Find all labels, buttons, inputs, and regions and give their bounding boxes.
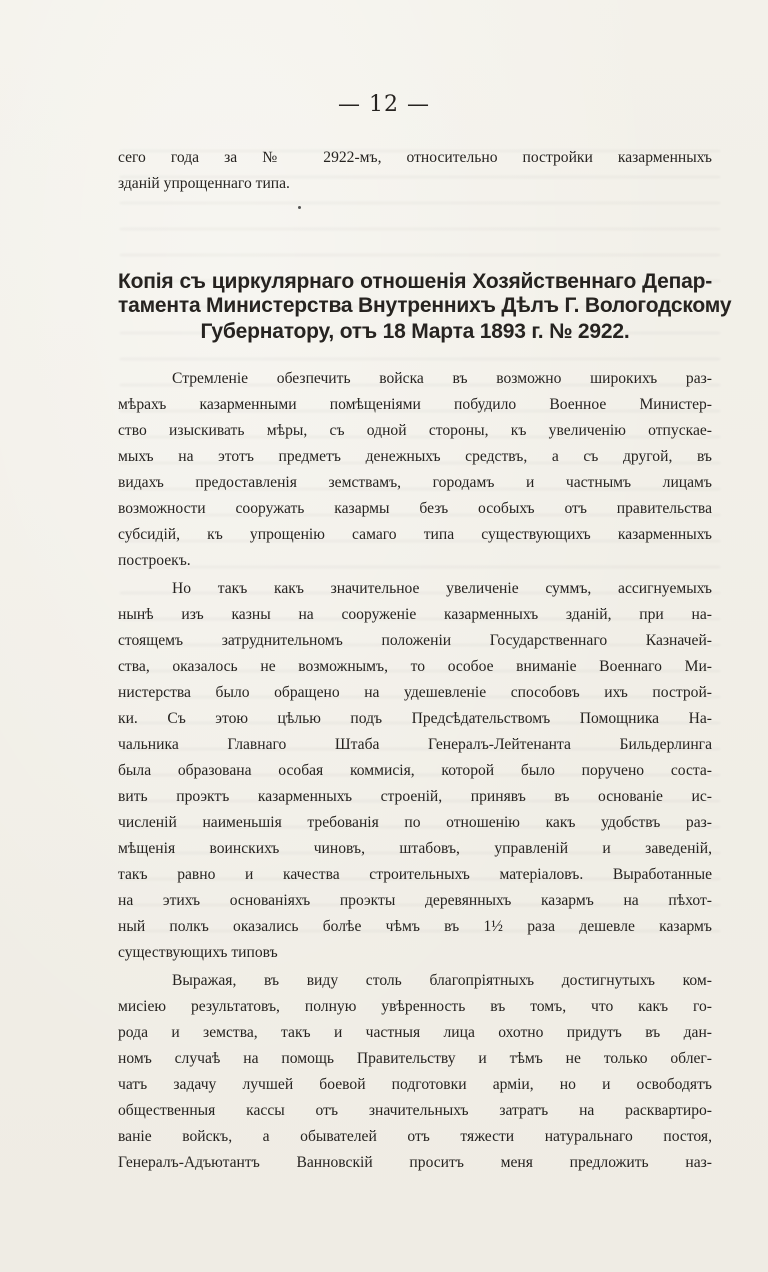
- text-line: ства, оказалось не возможнымъ, то особое вниманіе Военнаго Ми-: [118, 658, 712, 675]
- text-line: нынѣ изъ казны на сооруженіе казарменныхъ зданій, при на-: [118, 606, 712, 623]
- text-line: на этихъ основаніяхъ проэкты деревянныхъ казармъ на пѣхот-: [118, 892, 712, 909]
- text-line: мисіею результатовъ, полную увѣренность въ томъ, что какъ го-: [118, 998, 712, 1015]
- document-heading-line: тамента Министерства Внутреннихъ Дѣлъ Г. Вологодскому: [118, 294, 732, 317]
- text-line: мѣрахъ казарменными помѣщеніями побудило Военное Министер-: [118, 396, 712, 413]
- text-line: вить проэктъ казарменныхъ строеній, принявъ въ основаніе ис-: [118, 788, 712, 805]
- text-line: существующихъ типовъ: [118, 944, 278, 961]
- text-line: ство изыскивать мѣры, съ одной стороны, къ увеличенію отпускае-: [118, 422, 712, 439]
- text-line: возможности сооружать казармы безъ особыхъ отъ правительства: [118, 500, 712, 517]
- document-heading-line: Копія съ циркулярнаго отношенія Хозяйственнаго Депар-: [118, 270, 712, 293]
- text-line: ки. Съ этою цѣлью подъ Предсѣдательствомъ Помощника На-: [118, 710, 712, 727]
- text-line: численій наименьшія требованія по отношенію какъ удобствъ раз-: [118, 814, 712, 831]
- text-line: Но такъ какъ значительное увеличеніе суммъ, ассигнуемыхъ: [172, 580, 712, 597]
- text-line: такъ равно и качества строительныхъ матеріаловъ. Выработанные: [118, 866, 712, 883]
- text-line: зданій упрощеннаго типа.: [118, 175, 290, 192]
- text-line: ный полкъ оказались болѣе чѣмъ въ 1½ раза дешевле казармъ: [118, 918, 712, 935]
- text-line: стоящемъ затруднительномъ положеніи Государственнаго Казначей-: [118, 632, 712, 649]
- document-heading-line: Губернатору, отъ 18 Марта 1893 г. № 2922.: [200, 320, 630, 343]
- text-line: номъ случаѣ на помощь Правительству и тѣмъ не только облег-: [118, 1050, 712, 1067]
- text-line: Выражая, въ виду столь благопріятныхъ достигнутыхъ ком-: [172, 972, 712, 989]
- text-line: сего года за № 2922-мъ, относительно постройки казарменныхъ: [118, 149, 712, 166]
- text-line: была образована особая коммисія, которой было поручено соста-: [118, 762, 712, 779]
- text-line: рода и земства, такъ и частныя лица охотно придутъ въ дан-: [118, 1024, 712, 1041]
- text-line: общественныя кассы отъ значительныхъ затратъ на расквартиро-: [118, 1102, 712, 1119]
- text-line: видахъ предоставленія земствамъ, городамъ и частнымъ лицамъ: [118, 474, 712, 491]
- specks: [298, 206, 301, 209]
- text-line: чатъ задачу лучшей боевой подготовки арміи, но и освободятъ: [118, 1076, 712, 1093]
- text-line: нистерства было обращено на удешевленіе способовъ ихъ построй-: [118, 684, 712, 701]
- text-line: чальника Главнаго Штаба Генералъ-Лейтенанта Бильдерлинга: [118, 736, 712, 753]
- text-line: построекъ.: [118, 552, 191, 569]
- text-line: ваніе войскъ, а обывателей отъ тяжести натуральнаго постоя,: [118, 1128, 712, 1145]
- text-line: субсидій, къ упрощенію самаго типа существующихъ казарменныхъ: [118, 526, 712, 543]
- text-line: мѣщенія воинскихъ чиновъ, штабовъ, управленій и заведеній,: [118, 840, 712, 857]
- text-line: Стремленіе обезпечить войска въ возможно широкихъ раз-: [172, 370, 712, 387]
- text-line: Генералъ-Адъютантъ Ванновскій проситъ меня предложить наз-: [118, 1154, 712, 1171]
- page-number: — 12 —: [338, 92, 430, 117]
- text-line: мыхъ на этотъ предметъ денежныхъ средствъ, а съ другой, въ: [118, 448, 712, 465]
